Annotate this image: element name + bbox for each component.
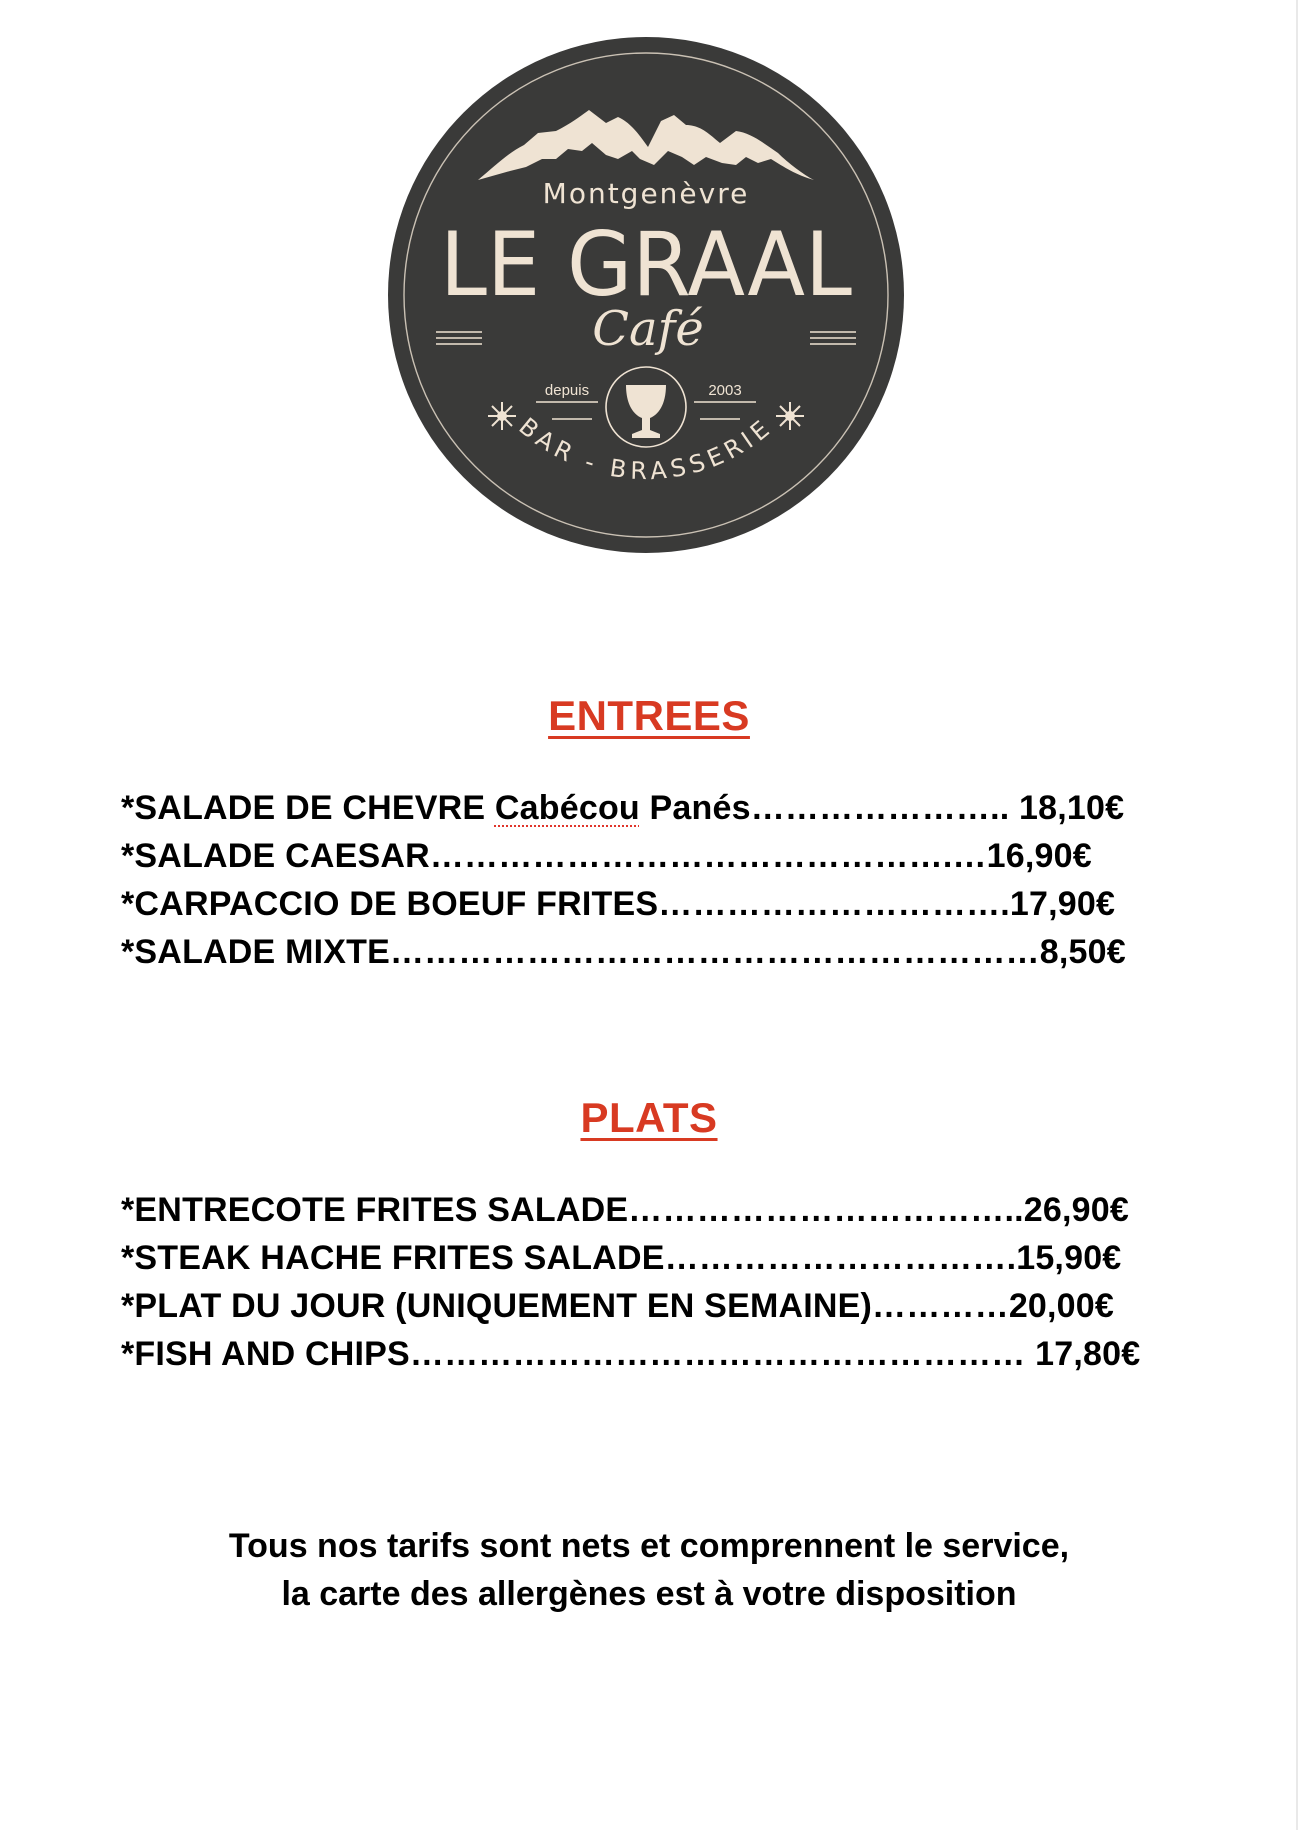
logo-tagline: BAR - BRASSERIE (513, 412, 779, 486)
footer-line-1: Tous nos tarifs sont nets et comprennent le service, (228, 1527, 1070, 1565)
menu-item: *ENTRECOTE FRITES SALADE……………………………..26,90€ (121, 1191, 1129, 1229)
section-title-plats: PLATS (580, 1094, 718, 1141)
logo-year: 2003 (708, 382, 742, 399)
edelweiss-left-icon (488, 402, 516, 430)
le-graal-logo (386, 35, 906, 555)
edelweiss-right-icon (776, 402, 804, 430)
section-title-entrees: ENTREES (548, 692, 750, 739)
logo-town: Montgenèvre (542, 177, 750, 210)
menu-item: *FISH AND CHIPS……………………………………………… 17,80€ (121, 1335, 1141, 1373)
logo-script: Café (592, 301, 704, 357)
logo-name: LE GRAAL (440, 213, 852, 316)
plats-list (121, 1186, 1181, 1378)
menu-item: *STEAK HACHE FRITES SALADE………………………….15,90€ (121, 1239, 1122, 1277)
menu-item: *SALADE CAESAR……………………………………….…16,90€ (121, 837, 1092, 875)
menu-item: *PLAT DU JOUR (UNIQUEMENT EN SEMAINE)…………20,00€ (121, 1287, 1115, 1325)
menu-item: *CARPACCIO DE BOEUF FRITES………………………….17,90€ (121, 885, 1116, 923)
menu-item: *SALADE DE CHEVRE Cabécou Panés………………….. 18,10€ (121, 789, 1125, 827)
footer-line-2: la carte des allergènes est à votre disposition (281, 1575, 1017, 1613)
menu-item: *SALADE MIXTE…………………………………………………8,50€ (121, 933, 1126, 971)
footer-note (0, 1522, 1298, 1618)
logo-since-label: depuis (544, 382, 590, 399)
entrees-list (121, 784, 1181, 976)
